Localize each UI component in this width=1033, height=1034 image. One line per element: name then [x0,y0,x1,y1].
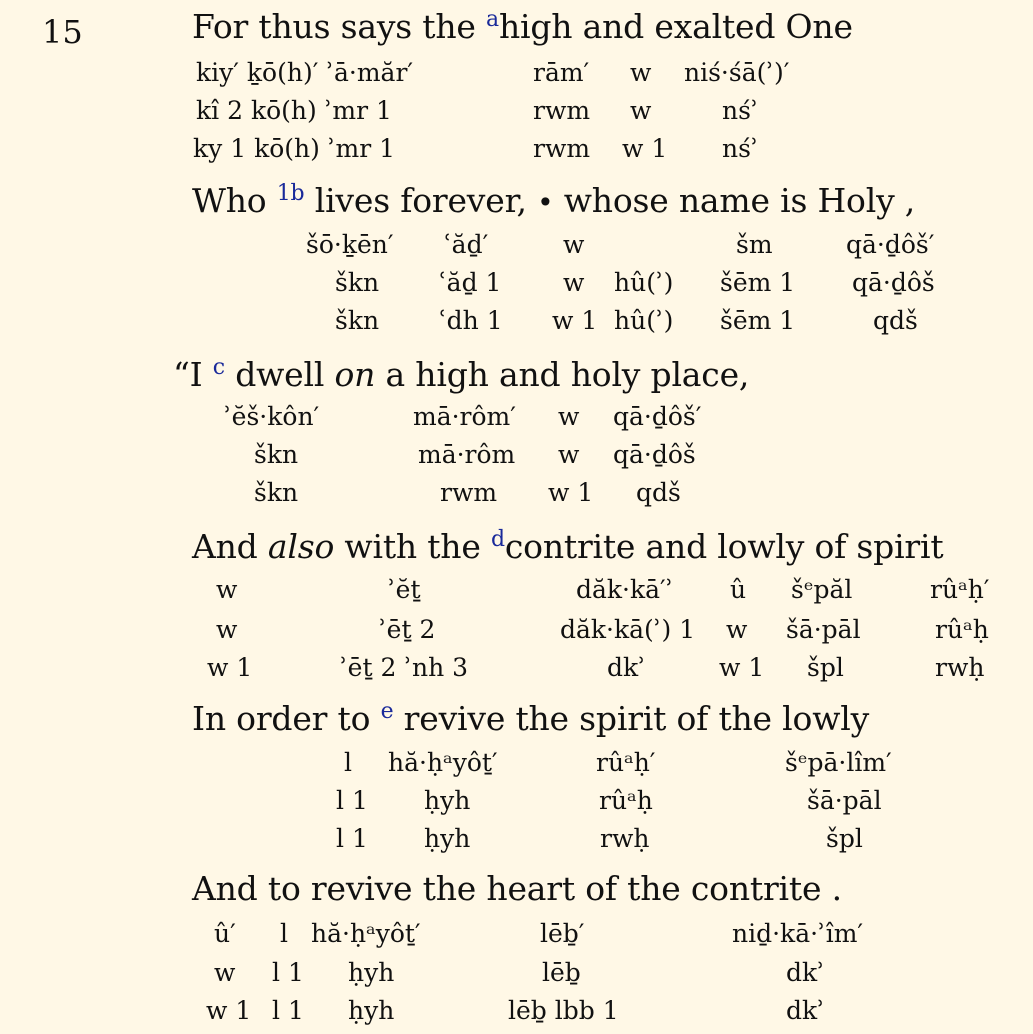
transliteration-word[interactable]: šm [736,230,773,259]
transliteration-word[interactable]: ky 1 kō(h) ʾmr 1 [193,134,396,163]
transliteration-word[interactable]: nśʾ [722,96,759,125]
english-italic: also [267,527,335,566]
english-line [192,699,870,738]
transliteration-word[interactable]: dkʾ [607,653,646,682]
transliteration-word[interactable]: kî 2 kō(h) ʾmr 1 [196,96,392,125]
transliteration-word[interactable]: l 1 [272,996,304,1025]
transliteration-word[interactable]: kiy′ ḵō(h)′ ʾā·măr′ [196,58,414,87]
transliteration-word[interactable]: šēm 1 [720,306,796,335]
transliteration-word[interactable]: rwḥ [935,653,985,682]
transliteration-word[interactable]: w 1 [548,478,594,507]
transliteration-word[interactable]: škn [254,478,299,507]
transliteration-word[interactable]: šō·ḵēn′ [306,230,394,259]
transliteration-word[interactable]: šēm 1 [720,268,796,297]
transliteration-word[interactable]: ʾĕš·kôn′ [224,402,320,431]
transliteration-word[interactable]: hû(ʾ) [614,306,674,335]
english-line [192,527,944,566]
transliteration-word[interactable]: mā·rôm′ [413,402,516,431]
bullet-separator: • [537,186,554,219]
transliteration-word[interactable]: qdš [636,478,681,507]
footnote-marker[interactable]: 1b [276,181,305,206]
transliteration-word[interactable]: l [280,919,288,948]
transliteration-word[interactable]: šā·pāl [786,615,861,644]
english-line [192,869,842,908]
english-text: And [192,527,268,566]
transliteration-word[interactable]: w [630,58,652,87]
english-text: And to revive the heart of the contrite . [192,869,842,908]
transliteration-word[interactable]: dkʾ [786,996,825,1025]
english-text: lives forever, [304,181,538,220]
transliteration-word[interactable]: rwm [440,478,498,507]
transliteration-word[interactable]: w [726,615,748,644]
transliteration-word[interactable]: dkʾ [786,958,825,987]
transliteration-word[interactable]: w 1 [719,653,765,682]
verse-number: 15 [42,13,83,51]
transliteration-word[interactable]: hû(ʾ) [614,268,674,297]
english-text: revive the spirit of the lowly [393,699,870,738]
transliteration-word[interactable]: w [630,96,652,125]
english-text: dwell [224,355,335,394]
transliteration-word[interactable]: w 1 [206,996,252,1025]
transliteration-word[interactable]: ḥyh [424,824,471,853]
transliteration-word[interactable]: lēḇ′ [540,919,585,948]
transliteration-word[interactable]: hă·ḥᵃyôṯ′ [311,919,421,948]
transliteration-word[interactable]: špl [826,824,863,853]
english-line [192,181,916,220]
transliteration-word[interactable]: w 1 [552,306,598,335]
transliteration-word[interactable]: w [216,615,238,644]
transliteration-word[interactable]: lēḇ lbb 1 [508,996,619,1025]
transliteration-word[interactable]: ʿăḏ 1 [439,268,502,297]
transliteration-word[interactable]: l 1 [336,824,368,853]
transliteration-word[interactable]: šā·pāl [807,786,882,815]
transliteration-word[interactable]: rûᵃḥ [599,786,653,815]
transliteration-word[interactable]: w [563,268,585,297]
transliteration-word[interactable]: w [563,230,585,259]
transliteration-word[interactable]: qdš [873,306,918,335]
transliteration-word[interactable]: w [216,575,238,604]
transliteration-word[interactable]: lēḇ [542,958,581,987]
transliteration-word[interactable]: hă·ḥᵃyôṯ′ [388,748,498,777]
transliteration-word[interactable]: w 1 [622,134,668,163]
footnote-marker[interactable]: e [380,699,394,724]
english-text: For thus says the [192,7,487,46]
transliteration-word[interactable]: rwm [533,96,591,125]
transliteration-word[interactable]: niś·śā(ʾ)′ [684,58,790,87]
transliteration-word[interactable]: rwḥ [600,824,650,853]
transliteration-word[interactable]: škn [335,268,380,297]
transliteration-word[interactable]: rûᵃḥ [935,615,989,644]
transliteration-word[interactable]: l 1 [336,786,368,815]
transliteration-word[interactable]: w 1 [207,653,253,682]
transliteration-word[interactable]: šᵉpā·lîm′ [785,748,892,777]
transliteration-word[interactable]: ʾēṯ 2 [379,615,436,644]
footnote-marker[interactable]: a [486,7,499,32]
footnote-marker[interactable]: c [212,355,225,380]
english-text: a high and holy place, [375,355,750,394]
transliteration-word[interactable]: mā·rôm [418,440,516,469]
transliteration-word[interactable]: špl [807,653,844,682]
footnote-marker[interactable]: d [490,527,505,552]
transliteration-word[interactable]: qā·ḏôš′ [613,402,702,431]
transliteration-word[interactable]: rām′ [533,58,590,87]
transliteration-word[interactable]: û′ [214,919,236,948]
transliteration-word[interactable]: ʿdh 1 [439,306,503,335]
english-text: with the [334,527,491,566]
transliteration-word[interactable]: škn [254,440,299,469]
english-text: high and exalted One [498,7,853,46]
english-line [192,7,853,46]
transliteration-word[interactable]: škn [335,306,380,335]
transliteration-word[interactable]: ḥyh [424,786,471,815]
english-text: In order to [192,699,381,738]
transliteration-word[interactable]: ʾĕṯ [388,575,421,604]
english-text: Who [192,181,277,220]
transliteration-word[interactable]: w [214,958,236,987]
transliteration-word[interactable]: û [730,575,747,604]
transliteration-word[interactable]: rûᵃḥ′ [596,748,656,777]
transliteration-word[interactable]: ḥyh [348,996,395,1025]
english-text: contrite and lowly of spirit [504,527,944,566]
transliteration-word[interactable]: rûᵃḥ′ [930,575,990,604]
transliteration-word[interactable]: nśʾ [722,134,759,163]
transliteration-word[interactable]: qā·ḏôš [852,268,935,297]
english-text: whose name is Holy , [553,181,916,220]
transliteration-word[interactable]: l 1 [272,958,304,987]
transliteration-word[interactable]: w [558,440,580,469]
transliteration-word[interactable]: niḏ·kā·ʾîm′ [732,919,864,948]
english-text: “I [173,355,213,394]
english-line [173,355,750,394]
transliteration-word[interactable]: qā·ḏôš [613,440,696,469]
transliteration-word[interactable]: w [558,402,580,431]
transliteration-word[interactable]: dăk·kā(ʾ) 1 [560,615,696,644]
transliteration-word[interactable]: rwm [533,134,591,163]
transliteration-word[interactable]: šᵉpăl [791,575,853,604]
transliteration-word[interactable]: ʿăḏ′ [444,230,489,259]
transliteration-word[interactable]: ʾēṯ 2 ʾnh 3 [340,653,469,682]
transliteration-word[interactable]: dăk·kā′ʾ [576,575,674,604]
transliteration-word[interactable]: qā·ḏôš′ [846,230,935,259]
transliteration-word[interactable]: l [344,748,352,777]
transliteration-word[interactable]: ḥyh [348,958,395,987]
english-italic: on [334,355,376,394]
